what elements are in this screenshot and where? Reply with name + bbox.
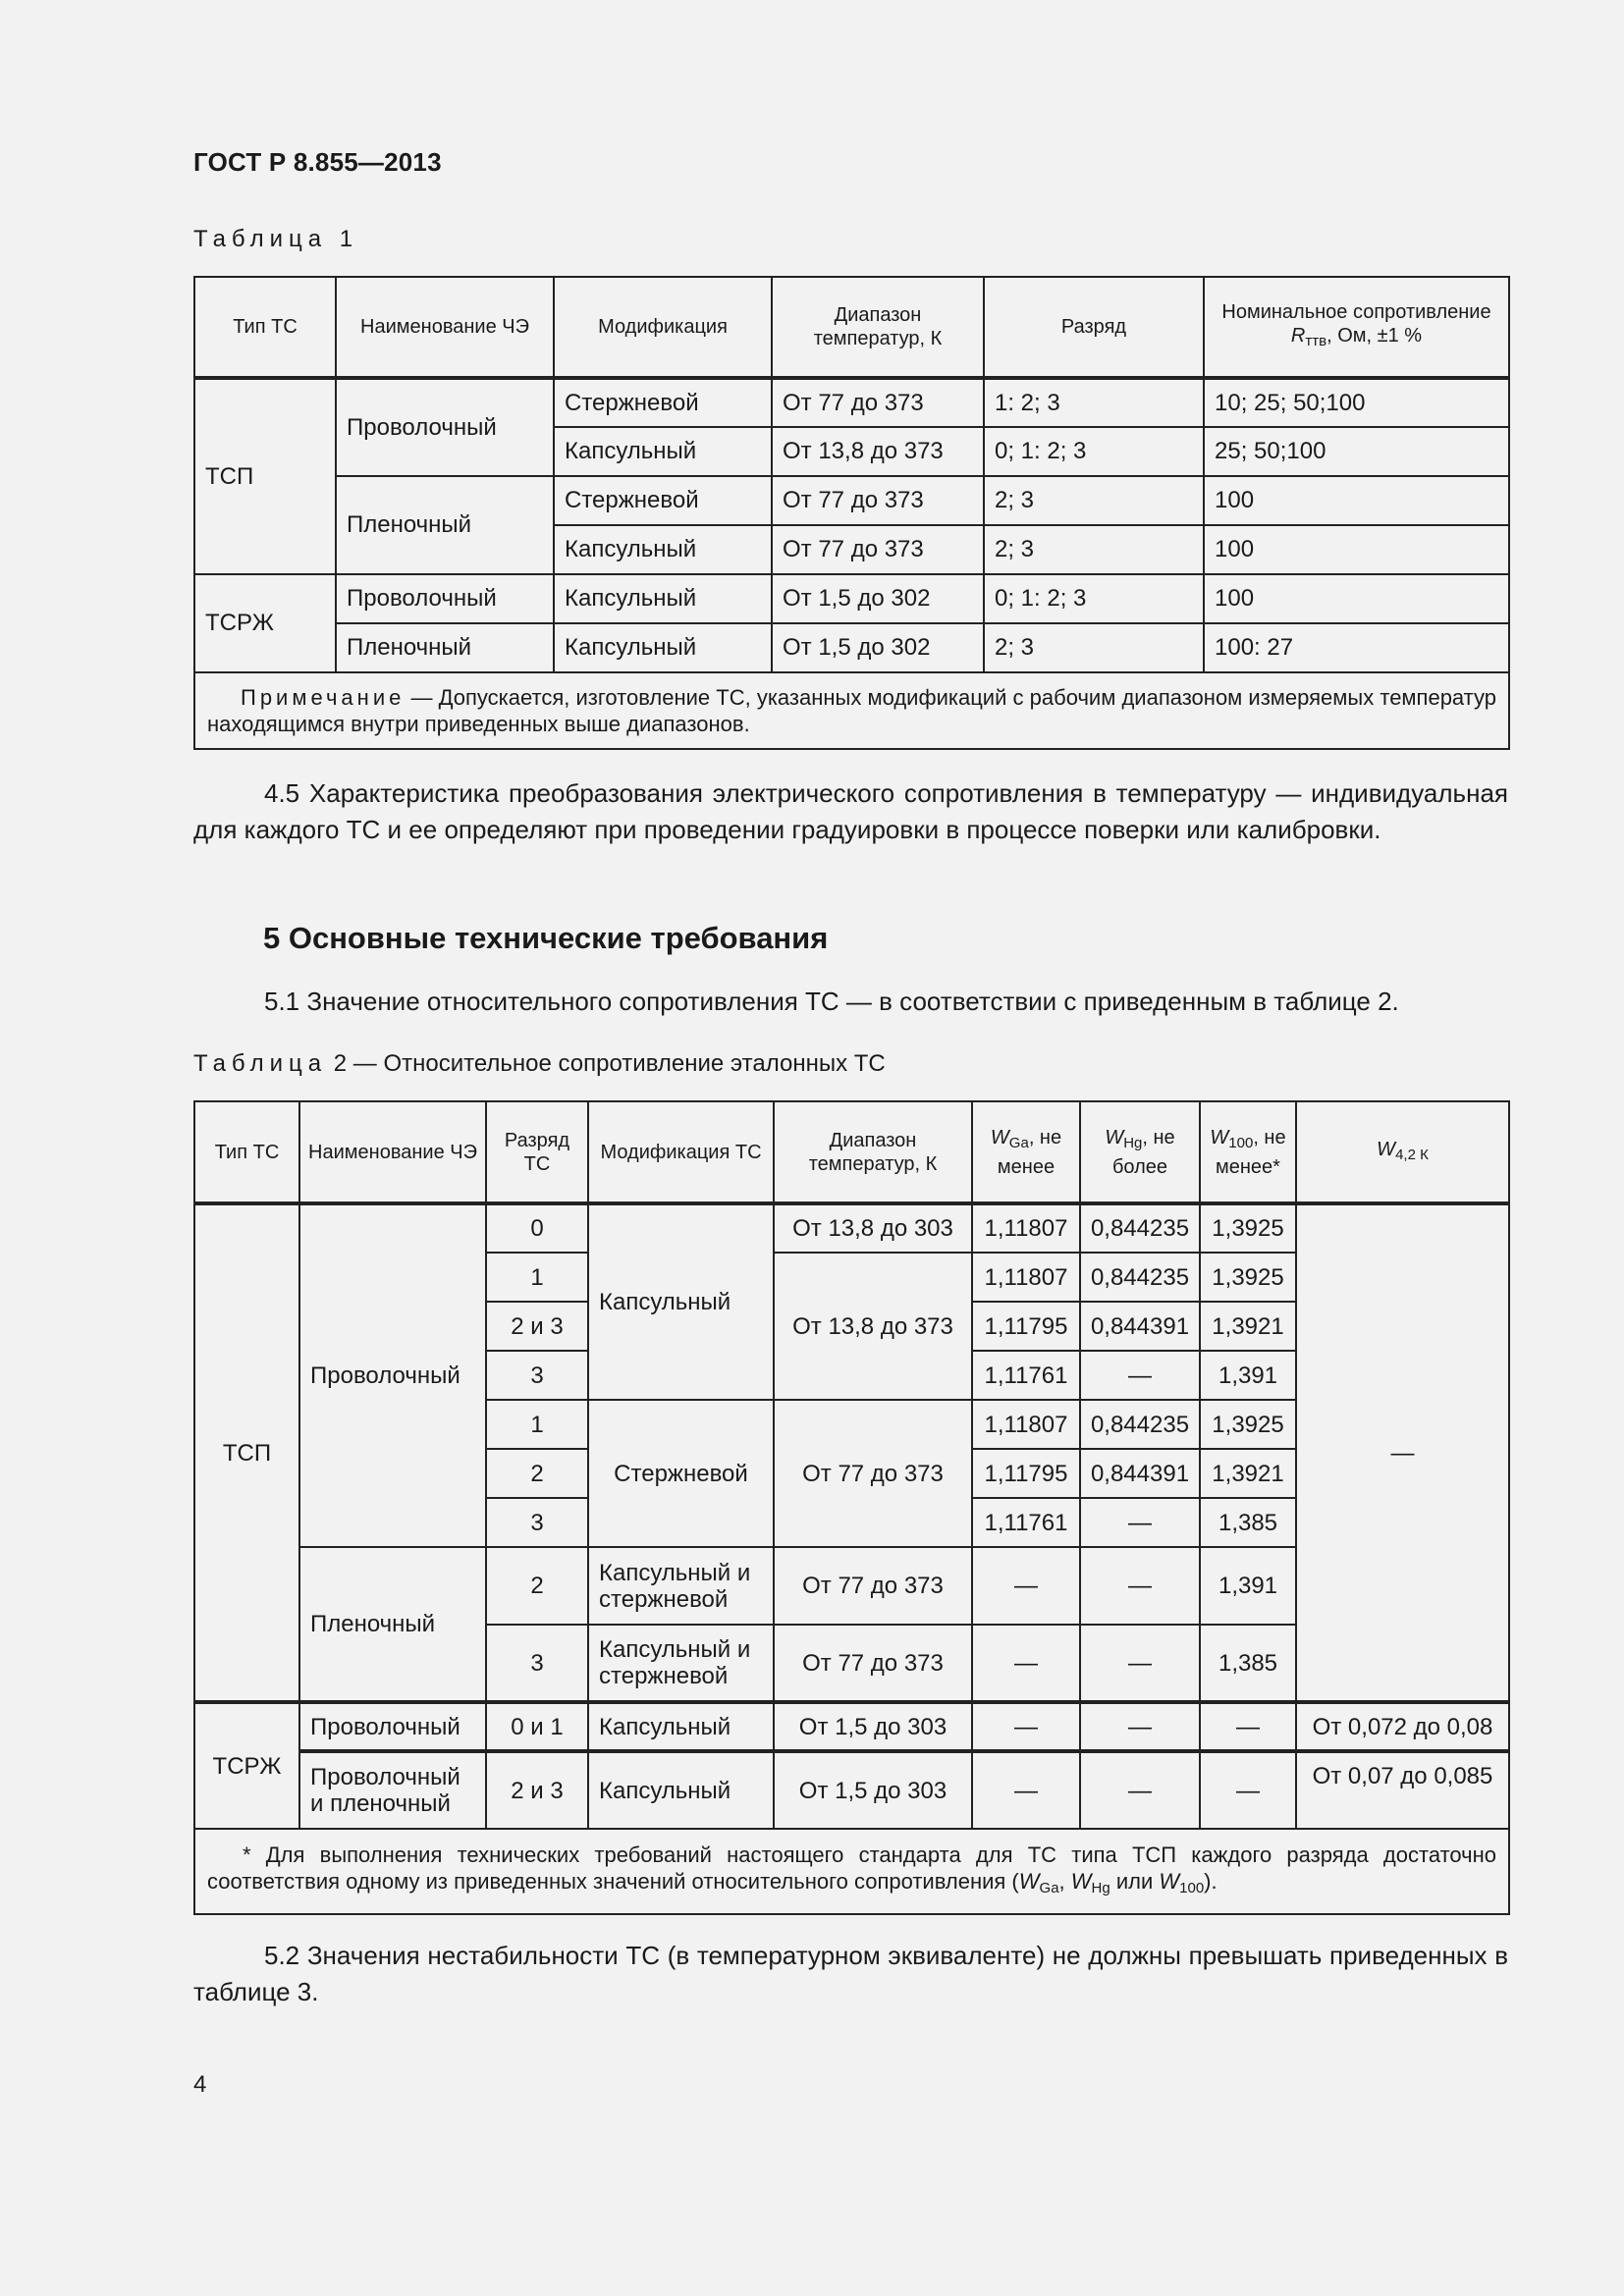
table2-w100-cell: — — [1200, 1702, 1296, 1751]
table2-header-w42: $W_{4,2 К}$ — [1296, 1101, 1509, 1203]
table2-modification-cell: Капсульный и стержневой — [588, 1625, 774, 1702]
table-row — [194, 378, 1509, 427]
table2-header-type: Тип ТС — [194, 1101, 299, 1203]
table2-grade-cell: 2 и 3 — [486, 1751, 588, 1829]
table2-element-cell: Проволочный и пленочный — [299, 1751, 486, 1829]
table1-range-cell: От 77 до 373 — [772, 525, 984, 574]
table2-whg-cell: 0,844235 — [1080, 1400, 1200, 1449]
table2-range-cell: От 77 до 373 — [774, 1547, 972, 1625]
table2-whg-cell: — — [1080, 1751, 1200, 1829]
table2-w100-cell: 1,3925 — [1200, 1400, 1296, 1449]
table1-header-modification: Модификация — [554, 277, 772, 378]
table1-header-range: Диапазон температур, К — [772, 277, 984, 378]
table2-header-w100: $W_{100}$, не менее* — [1200, 1101, 1296, 1203]
table1-header-element: Наименование ЧЭ — [336, 277, 554, 378]
table1 — [193, 276, 1510, 750]
paragraph-4-5: 4.5 Характеристика преобразования электрического сопротивления в температуру — индивидуальная для каждого ТС и ее определяют при проведении градуировки в процессе поверки или калибровки. — [193, 778, 1508, 844]
table2-grade-cell: 0 — [486, 1203, 588, 1253]
table2-range-cell: От 77 до 373 — [774, 1400, 972, 1547]
table2-grade-cell: 0 и 1 — [486, 1702, 588, 1751]
table1-type-cell: ТСП — [194, 378, 336, 574]
table2-range-cell: От 13,8 до 373 — [774, 1253, 972, 1400]
table2-header-row — [194, 1101, 1509, 1203]
table1-header-grade: Разряд — [984, 277, 1204, 378]
table1-resistance-cell: 25; 50;100 — [1204, 427, 1509, 476]
table1-header-row — [194, 277, 1509, 378]
table2-w100-cell: — — [1200, 1751, 1296, 1829]
table2-range-cell: От 1,5 до 303 — [774, 1702, 972, 1751]
table2-footnote-row — [194, 1829, 1509, 1914]
table2-type-cell: ТСП — [194, 1203, 299, 1702]
table1-range-cell: От 13,8 до 373 — [772, 427, 984, 476]
table2-grade-cell: 3 — [486, 1498, 588, 1547]
table1-modification-cell: Капсульный — [554, 525, 772, 574]
table2-grade-cell: 2 и 3 — [486, 1302, 588, 1351]
table1-header-resistance: Номинальное сопротивление $R_{ттв}$, Ом, ±1 % — [1204, 277, 1509, 378]
table2-caption: Таблица 2 — Относительное сопротивление эталонных ТС — [193, 1050, 886, 1077]
table2-wga-cell: 1,11761 — [972, 1498, 1080, 1547]
table2-wga-cell: — — [972, 1751, 1080, 1829]
table2-whg-cell: — — [1080, 1625, 1200, 1702]
paragraph-5-1: 5.1 Значение относительного сопротивления ТС — в соответствии с приведенным в таблице 2. — [264, 987, 1399, 1016]
table2-range-cell: От 13,8 до 303 — [774, 1203, 972, 1253]
table1-range-cell: От 77 до 373 — [772, 476, 984, 525]
table2-wga-cell: 1,11795 — [972, 1449, 1080, 1498]
table2-wga-cell: 1,11807 — [972, 1400, 1080, 1449]
table1-type-cell: ТСРЖ — [194, 574, 336, 672]
table1-grade-cell: 2; 3 — [984, 623, 1204, 672]
table1-grade-cell: 0; 1: 2; 3 — [984, 574, 1204, 623]
table2-wga-cell: 1,11807 — [972, 1203, 1080, 1253]
table2-w42-cell: — — [1296, 1203, 1509, 1702]
table2-w42-cell: От 0,072 до 0,08 — [1296, 1702, 1509, 1751]
table1-resistance-cell: 100: 27 — [1204, 623, 1509, 672]
table1-grade-cell: 1: 2; 3 — [984, 378, 1204, 427]
table2-whg-cell: — — [1080, 1547, 1200, 1625]
table1-modification-cell: Стержневой — [554, 378, 772, 427]
table2-whg-cell: — — [1080, 1498, 1200, 1547]
document-header: ГОСТ Р 8.855—2013 — [193, 147, 442, 177]
table2-header-range: Диапазон температур, К — [774, 1101, 972, 1203]
table2-wga-cell: 1,11807 — [972, 1253, 1080, 1302]
table2-modification-cell: Капсульный — [588, 1751, 774, 1829]
table2 — [193, 1100, 1510, 1915]
table-row — [194, 1751, 1509, 1829]
table1-element-cell: Пленочный — [336, 476, 554, 574]
table1-resistance-cell: 100 — [1204, 525, 1509, 574]
table2-header-wga: $W_{Ga}$, не менее — [972, 1101, 1080, 1203]
table2-w100-cell: 1,3925 — [1200, 1253, 1296, 1302]
table2-element-cell: Проволочный — [299, 1203, 486, 1547]
table2-whg-cell: 0,844391 — [1080, 1449, 1200, 1498]
table2-grade-cell: 1 — [486, 1253, 588, 1302]
table2-whg-cell: 0,844235 — [1080, 1203, 1200, 1253]
table-row — [194, 574, 1509, 623]
table1-resistance-cell: 100 — [1204, 476, 1509, 525]
table2-footnote: * Для выполнения технических требований настоящего стандарта для ТС типа ТСП каждого разряда достаточно соответствия одному из приведенных значений относительного сопротивления ($W_{Ga}$, $W_{Hg}$ или $W_{100}$). — [194, 1829, 1509, 1914]
table2-header-element: Наименование ЧЭ — [299, 1101, 486, 1203]
table2-grade-cell: 3 — [486, 1625, 588, 1702]
table2-modification-cell: Капсульный и стержневой — [588, 1547, 774, 1625]
table1-resistance-cell: 100 — [1204, 574, 1509, 623]
table2-type-cell: ТСРЖ — [194, 1702, 299, 1829]
table1-grade-cell: 0; 1: 2; 3 — [984, 427, 1204, 476]
paragraph-5-2: 5.2 Значения нестабильности ТС (в температурном эквиваленте) не должны превышать приведенных в таблице 3. — [193, 1941, 1508, 2006]
table-row — [194, 476, 1509, 525]
table1-note-text: — Допускается, изготовление ТС, указанных модификаций с рабочим диапазоном измеряемых температур находящимся внутри приведенных выше диапазонов. — [207, 685, 1496, 736]
page-number: 4 — [193, 2071, 207, 2098]
table2-wga-cell: — — [972, 1625, 1080, 1702]
table1-note-row — [194, 672, 1509, 749]
table2-element-cell: Пленочный — [299, 1547, 486, 1702]
table2-header-whg: $W_{Hg}$, не более — [1080, 1101, 1200, 1203]
table-row — [194, 1203, 1509, 1253]
table1-element-cell: Проволочный — [336, 378, 554, 476]
table2-whg-cell: 0,844235 — [1080, 1253, 1200, 1302]
table1-range-cell: От 1,5 до 302 — [772, 574, 984, 623]
table2-wga-cell: 1,11795 — [972, 1302, 1080, 1351]
table2-modification-cell: Капсульный — [588, 1203, 774, 1400]
table2-modification-cell: Стержневой — [588, 1400, 774, 1547]
table1-range-cell: От 77 до 373 — [772, 378, 984, 427]
table2-whg-cell: 0,844391 — [1080, 1302, 1200, 1351]
table1-modification-cell: Капсульный — [554, 623, 772, 672]
table1-modification-cell: Капсульный — [554, 427, 772, 476]
table2-grade-cell: 2 — [486, 1547, 588, 1625]
table2-whg-cell: — — [1080, 1351, 1200, 1400]
table1-element-cell: Пленочный — [336, 623, 554, 672]
table1-grade-cell: 2; 3 — [984, 476, 1204, 525]
table-row — [194, 623, 1509, 672]
table2-w100-cell: 1,391 — [1200, 1351, 1296, 1400]
table1-range-cell: От 1,5 до 302 — [772, 623, 984, 672]
table2-range-cell: От 77 до 373 — [774, 1625, 972, 1702]
table2-wga-cell: — — [972, 1702, 1080, 1751]
section-5-heading: 5 Основные технические требования — [263, 921, 829, 955]
table2-grade-cell: 1 — [486, 1400, 588, 1449]
table2-range-cell: От 1,5 до 303 — [774, 1751, 972, 1829]
table2-w100-cell: 1,391 — [1200, 1547, 1296, 1625]
table2-whg-cell: — — [1080, 1702, 1200, 1751]
table2-w100-cell: 1,3921 — [1200, 1449, 1296, 1498]
table1-note — [194, 672, 1509, 749]
table2-w42-cell: От 0,07 до 0,085 — [1296, 1751, 1509, 1829]
table1-caption: Таблица 1 — [193, 226, 359, 252]
table2-w100-cell: 1,385 — [1200, 1625, 1296, 1702]
table1-resistance-cell: 10; 25; 50;100 — [1204, 378, 1509, 427]
table2-wga-cell: 1,11761 — [972, 1351, 1080, 1400]
table2-element-cell: Проволочный — [299, 1702, 486, 1751]
table1-note-label: Примечание — [241, 685, 406, 710]
table1-modification-cell: Стержневой — [554, 476, 772, 525]
table2-modification-cell: Капсульный — [588, 1702, 774, 1751]
table1-grade-cell: 2; 3 — [984, 525, 1204, 574]
table2-grade-cell: 2 — [486, 1449, 588, 1498]
table2-w100-cell: 1,3921 — [1200, 1302, 1296, 1351]
table2-grade-cell: 3 — [486, 1351, 588, 1400]
table1-modification-cell: Капсульный — [554, 574, 772, 623]
table2-header-grade: Разряд ТС — [486, 1101, 588, 1203]
table1-header-type: Тип ТС — [194, 277, 336, 378]
table2-header-modification: Модификация ТС — [588, 1101, 774, 1203]
table2-w100-cell: 1,385 — [1200, 1498, 1296, 1547]
table2-w100-cell: 1,3925 — [1200, 1203, 1296, 1253]
table1-element-cell: Проволочный — [336, 574, 554, 623]
table2-wga-cell: — — [972, 1547, 1080, 1625]
table-row — [194, 1702, 1509, 1751]
